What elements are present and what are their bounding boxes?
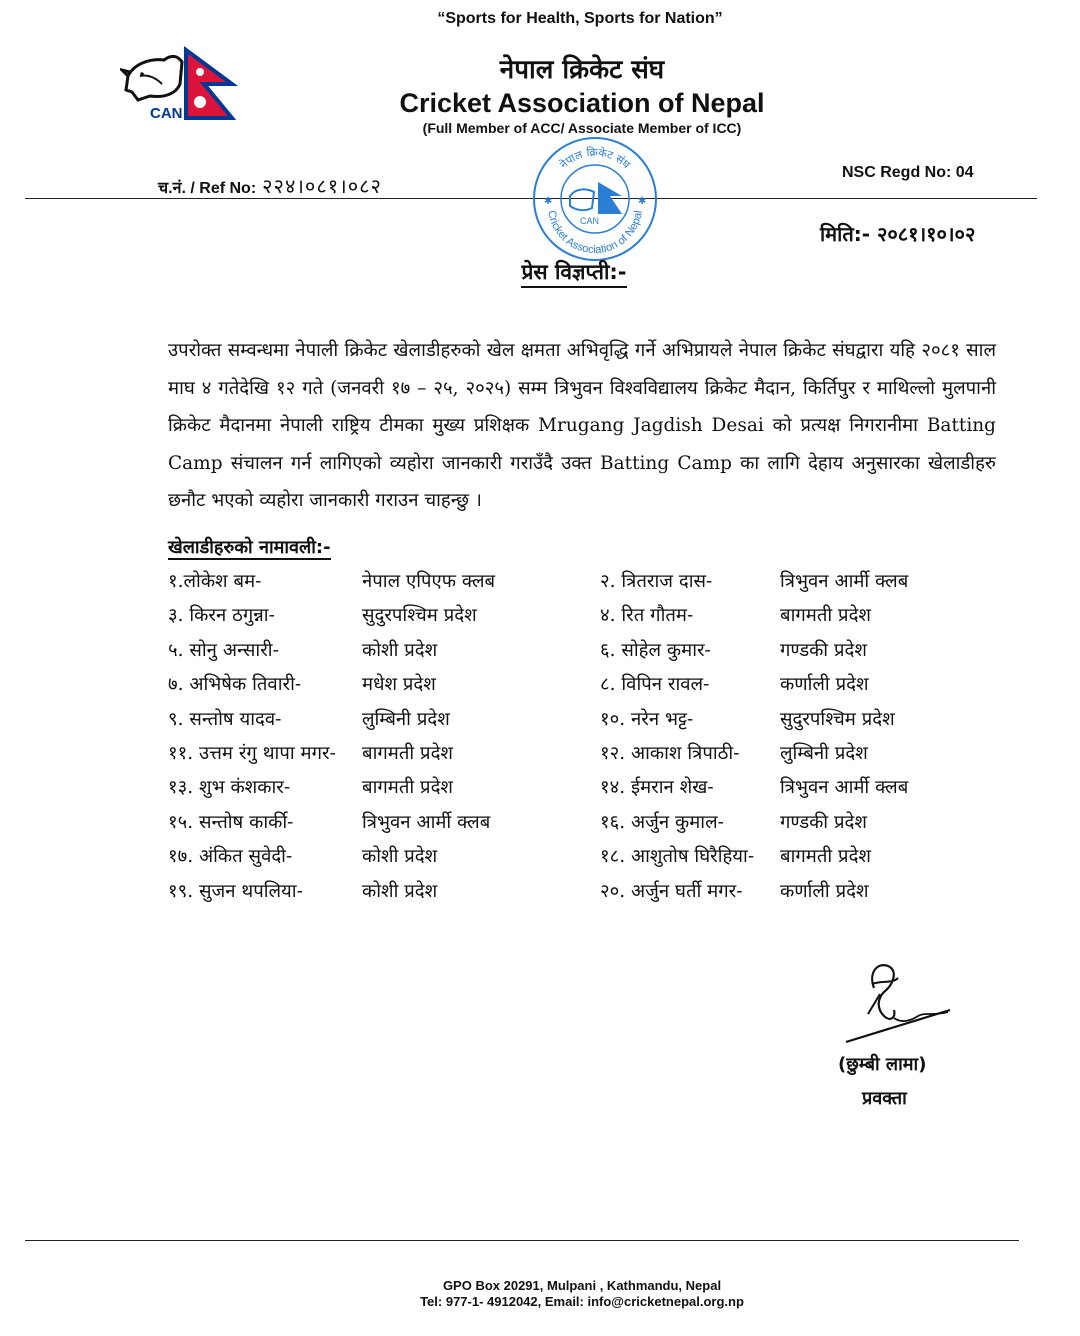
player-entry (600, 740, 1000, 770)
player-entry (168, 706, 568, 736)
player-club: कर्णाली प्रदेश (780, 674, 869, 696)
player-entry (600, 809, 1000, 839)
player-name: २. त्रितराज दास- (600, 571, 713, 592)
motto: “Sports for Health, Sports for Nation” (437, 10, 723, 27)
title-english: Cricket Association of Nepal (399, 88, 765, 118)
player-entry (168, 568, 568, 598)
player-name: १७. अंकित सुवेदी- (168, 846, 293, 868)
player-entry (600, 637, 1000, 667)
player-name: ९. सन्तोष यादव- (168, 708, 282, 730)
footer-contact: Tel: 977-1- 4912042, Email: info@cricketnepal.org.np (420, 1294, 744, 1309)
signature-icon (838, 958, 978, 1050)
player-entry (168, 878, 568, 908)
reference-number (158, 172, 382, 199)
ref-label: च.नं. / Ref No: (158, 180, 257, 197)
player-name: १९. सुजन थपलिया- (168, 880, 303, 902)
player-entry (600, 878, 1000, 908)
stamp-top-text: नेपाल क्रिकेट संघ (557, 145, 633, 172)
official-stamp-icon (530, 134, 660, 264)
signatory-title: प्रवक्ता (862, 1088, 907, 1109)
player-club: मधेश प्रदेश (362, 674, 436, 696)
player-entry (600, 774, 1000, 804)
player-name: ७. अभिषेक तिवारी- (168, 674, 302, 696)
logo-text: CAN (150, 105, 183, 122)
player-club: कोशी प्रदेश (362, 639, 438, 661)
player-club: कर्णाली प्रदेश (780, 880, 869, 902)
player-name: ८. विपिन रावल- (600, 674, 710, 696)
player-name: १०. नरेन भट्ट- (600, 708, 694, 730)
player-name: ५. सोनु अन्सारी- (168, 639, 279, 661)
player-club: सुदुरपश्चिम प्रदेश (362, 605, 477, 627)
player-club: लुम्बिनी प्रदेश (362, 708, 450, 730)
title-subtitle: (Full Member of ACC/ Associate Member of ICC) (422, 120, 742, 136)
player-club: बागमती प्रदेश (362, 743, 453, 764)
footer-address: GPO Box 20291, Mulpani , Kathmandu, Nepal (442, 1278, 722, 1293)
player-name: ४. रित गौतम- (600, 605, 694, 627)
player-entry (168, 671, 568, 701)
footer-divider (25, 1240, 1019, 1241)
player-name: १५. सन्तोष कार्की- (168, 811, 294, 833)
player-name: ११. उत्तम रंगु थापा मगर- (168, 743, 336, 764)
press-body-paragraph: उपरोक्त सम्वन्धमा नेपाली क्रिकेट खेलाडीहरुको खेल क्षमता अभिवृद्धि गर्ने अभिप्रायले नेपाल क्रिकेट संघद्वारा यहि २०८१ साल माघ ४ गतेदेखि १२ गते (जनवरी १७ – २५, २०२५) सम्म त्रिभुवन विश्वविद्यालय क्रिकेट मैदान, किर्तिपुर र माथिल्लो मुलपानी क्रिकेट मैदानमा नेपाली राष्ट्रिय टीमका मुख्य प्रशिक्षक Mrugang Jagdish Desai को प्रत्यक्ष निगरानीमा Batting Camp संचालन गर्न लागिएको व्यहोरा जानकारी गराउँदै उक्त Batting Camp का लागि देहाय अनुसारका खेलाडीहरु छनौट भएको व्यहोरा जानकारी गराउन चाहन्छु । (168, 340, 996, 511)
player-name: २०. अर्जुन घर्ती मगर- (600, 880, 743, 902)
player-club: नेपाल एपिएफ क्लब (362, 571, 496, 592)
ref-value: २२४।०८१।०८२ (262, 174, 382, 198)
player-entry (600, 706, 1000, 736)
heading-text: प्रेस विज्ञप्ती:- (521, 260, 626, 288)
player-name: ३. किरन ठगुन्ना- (168, 605, 275, 627)
date: मिति:- २०८१।१०।०२ (820, 222, 976, 246)
player-entry (168, 602, 568, 632)
player-list-heading (168, 535, 331, 559)
player-entry (168, 740, 568, 770)
player-club: गण्डकी प्रदेश (780, 639, 867, 661)
player-name: १.लोकेश बम- (168, 571, 262, 592)
player-club: बागमती प्रदेश (780, 605, 871, 627)
player-name: ६. सोहेल कुमार- (600, 639, 711, 661)
player-club: कोशी प्रदेश (362, 880, 438, 902)
player-entry (600, 602, 1000, 632)
player-club: त्रिभुवन आर्मी क्लब (362, 811, 491, 833)
player-name: १६. अर्जुन कुमाल- (600, 811, 724, 833)
player-entry (168, 637, 568, 667)
player-name: १२. आकाश त्रिपाठी- (600, 743, 740, 764)
signatory-name: (छुम्बी लामा) (838, 1054, 927, 1075)
player-entry (600, 568, 1000, 598)
player-list-heading-text: खेलाडीहरुको नामावली:- (168, 537, 331, 558)
player-club: कोशी प्रदेश (362, 846, 438, 868)
player-name: १३. शुभ कंशकार- (168, 777, 291, 799)
player-club: गण्डकी प्रदेश (780, 811, 867, 833)
player-entry (600, 671, 1000, 701)
player-entry (168, 843, 568, 873)
stamp-center-text: CAN (580, 216, 600, 226)
title-nepali: नेपाल क्रिकेट संघ (499, 55, 665, 85)
player-entry (600, 843, 1000, 873)
document-heading (0, 258, 1080, 286)
player-club: सुदुरपश्चिम प्रदेश (780, 708, 895, 730)
player-entry (168, 809, 568, 839)
player-name: १४. ईमरान शेख- (600, 777, 714, 799)
player-club: त्रिभुवन आर्मी क्लब (780, 777, 909, 799)
svg-text:✱: ✱ (544, 196, 553, 207)
nsc-registration: NSC Regd No: 04 (842, 164, 974, 181)
player-club: बागमती प्रदेश (780, 846, 871, 868)
player-entry (168, 774, 568, 804)
svg-text:नेपाल क्रिकेट संघ (557, 146, 633, 172)
stamp-bottom-text: Cricket Association of Nepal (545, 209, 645, 257)
player-club: बागमती प्रदेश (362, 777, 453, 799)
player-club: लुम्बिनी प्रदेश (780, 743, 868, 764)
player-list (168, 568, 968, 928)
player-club: त्रिभुवन आर्मी क्लब (780, 571, 909, 592)
player-name: १८. आशुतोष घिरैहिया- (600, 846, 755, 868)
svg-text:✱: ✱ (638, 196, 647, 207)
